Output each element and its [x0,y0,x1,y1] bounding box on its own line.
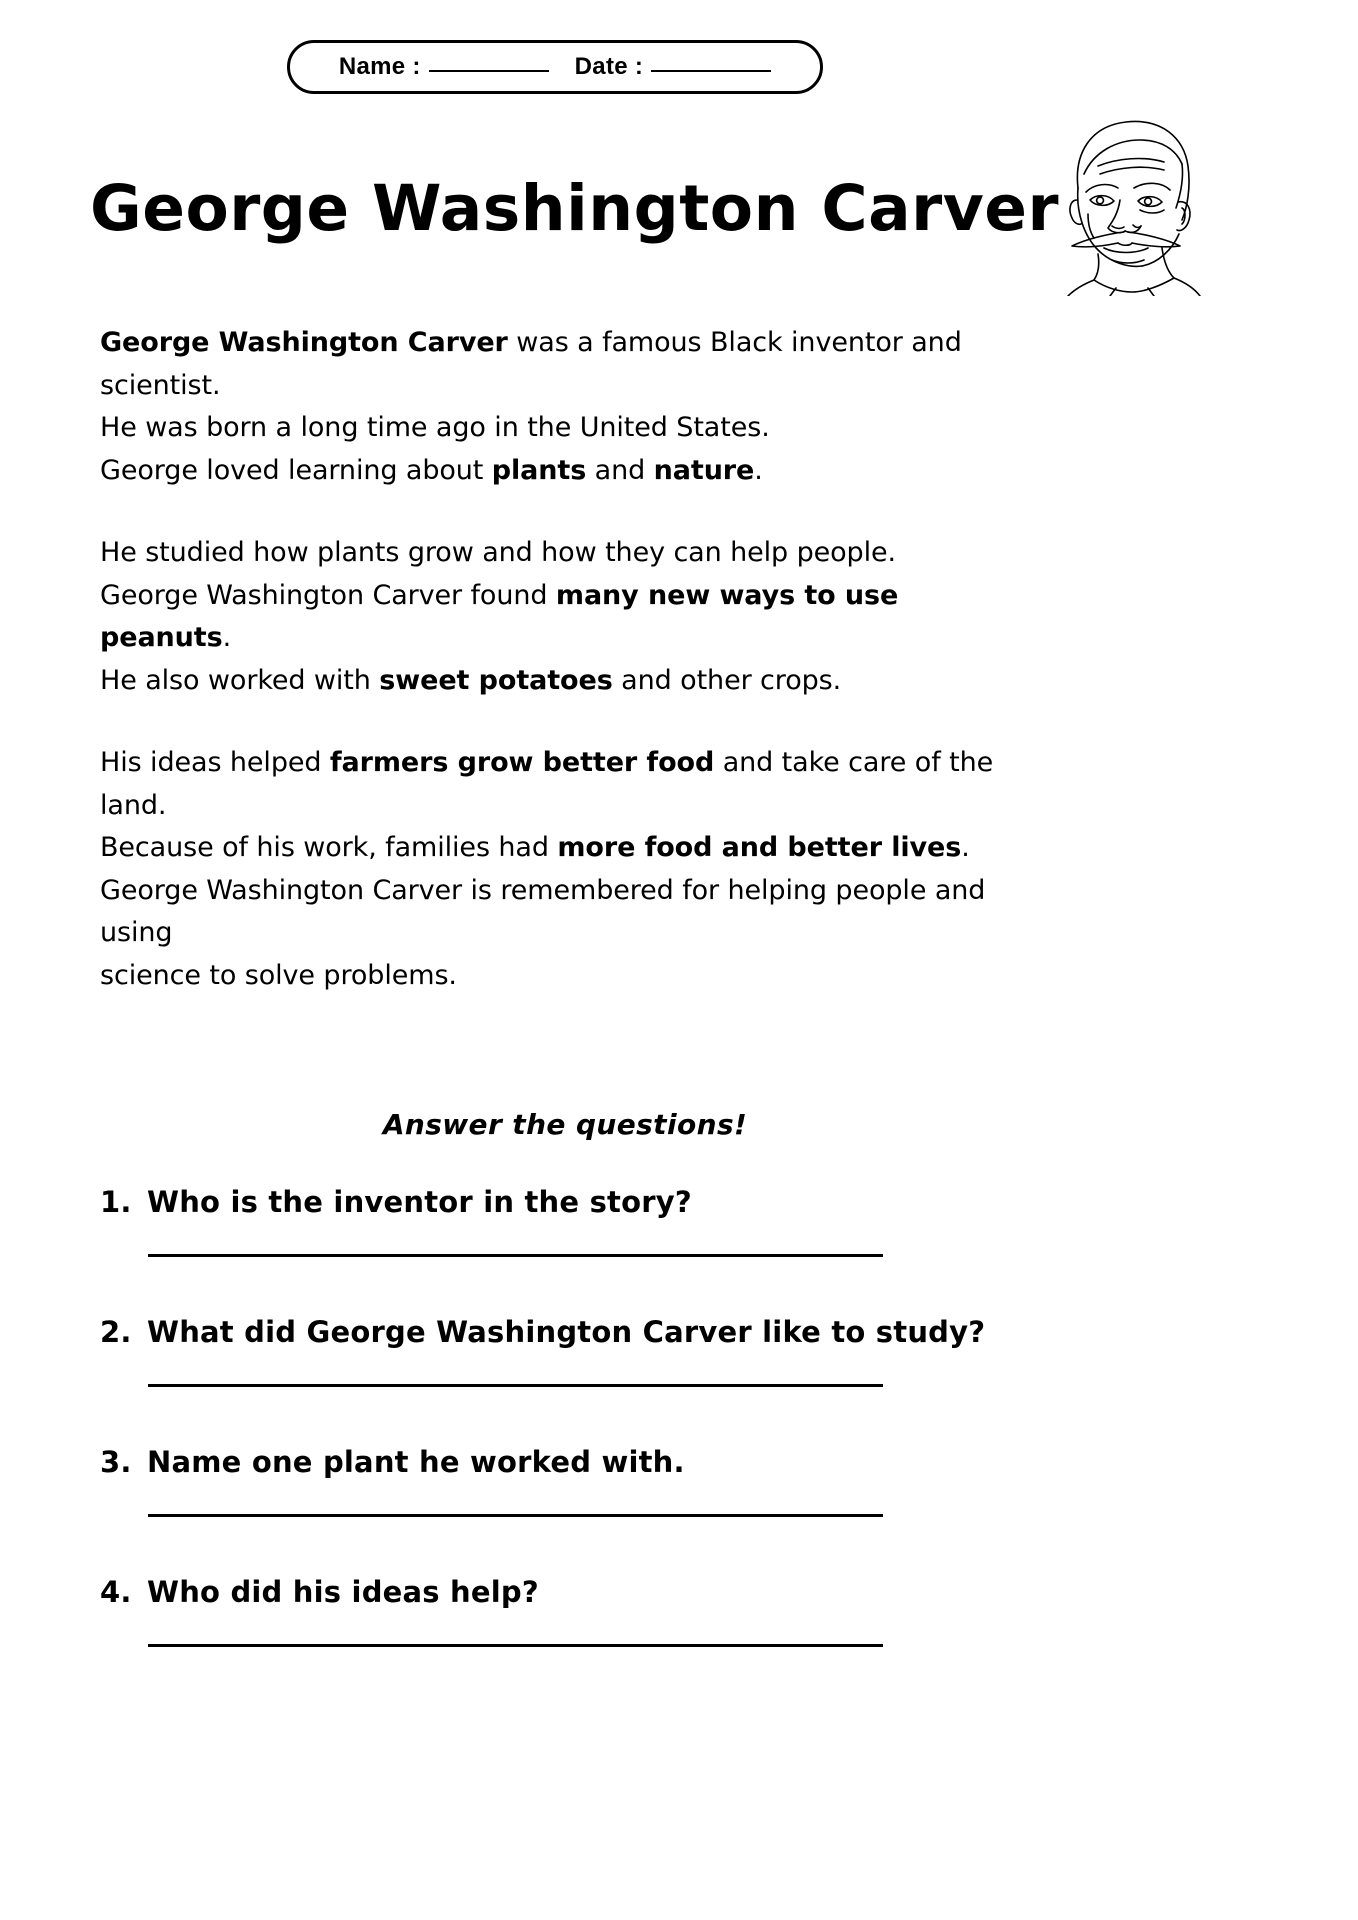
answer-the-questions-heading: Answer the questions! [382,1108,748,1141]
passage-bold-text: sweet potatoes [379,664,613,696]
passage-line [100,575,1030,660]
passage-text: Because of his work, families had [100,832,558,863]
question-line [100,1445,1050,1479]
passage-text: . [754,454,763,486]
passage-text: and other crops. [612,664,842,696]
passage-line [100,450,1030,493]
passage-line: George Washington Carver is remembered for helping people and using [100,874,986,948]
reading-passage [100,322,1030,997]
question-text: Who did his ideas help? [147,1575,539,1609]
question-number: 3. [100,1445,132,1479]
carver-portrait-illustration [1032,96,1232,296]
passage-text: . [961,832,970,863]
passage-line [100,322,1030,407]
question-item [100,1185,1050,1257]
passage-line [100,742,1030,827]
passage-line [100,660,1030,703]
passage-bold-text: farmers grow better food [329,747,715,778]
answer-write-line[interactable] [148,1644,883,1647]
name-field-group [339,53,549,81]
passage-bold-text: plants [491,454,587,486]
passage-text: and [586,454,654,486]
question-item [100,1445,1050,1517]
passage-bold-text: many new ways to use peanuts [100,579,899,653]
passage-bold-text: more food and better lives [557,832,962,863]
passage-paragraph-2 [100,532,1030,702]
name-write-line[interactable] [429,70,549,72]
passage-text: was a famous Black inventor and scientist. [100,327,962,401]
passage-bold-text: nature [653,454,755,486]
answer-write-line[interactable] [148,1254,883,1257]
question-number: 2. [100,1315,132,1349]
passage-line: He was born a long time ago in the United States. [100,412,770,443]
answer-write-line[interactable] [148,1514,883,1517]
passage-bold-text: George Washington Carver [100,327,508,358]
passage-text: George Washington Carver found [100,579,556,611]
passage-text: and take care of the land. [100,747,994,821]
passage-text: George loved learning about [100,454,492,486]
question-line [100,1185,1050,1219]
name-label: Name : [338,53,421,80]
question-item [100,1575,1050,1647]
passage-line: He studied how plants grow and how they can help people. [100,537,896,568]
question-text: Name one plant he worked with. [147,1445,685,1479]
question-number: 1. [100,1185,132,1219]
question-number: 4. [100,1575,132,1609]
passage-text: . [222,622,232,653]
passage-text: His ideas helped [100,747,330,778]
passage-paragraph-3 [100,742,1030,997]
passage-line: science to solve problems. [100,959,457,991]
date-write-line[interactable] [651,70,771,72]
page-title: George Washington Carver [90,172,1060,245]
question-text: What did George Washington Carver like to study? [147,1315,986,1349]
questions-list [100,1185,1050,1647]
passage-line [100,827,1030,870]
question-line [100,1315,1050,1349]
date-field-group [575,53,771,81]
question-text: Who is the inventor in the story? [147,1185,692,1219]
question-item [100,1315,1050,1387]
answer-write-line[interactable] [148,1384,883,1387]
date-label: Date : [574,53,644,80]
question-line [100,1575,1050,1609]
passage-paragraph-1 [100,322,1030,492]
passage-text: He also worked with [100,664,380,696]
name-date-box [287,40,823,94]
